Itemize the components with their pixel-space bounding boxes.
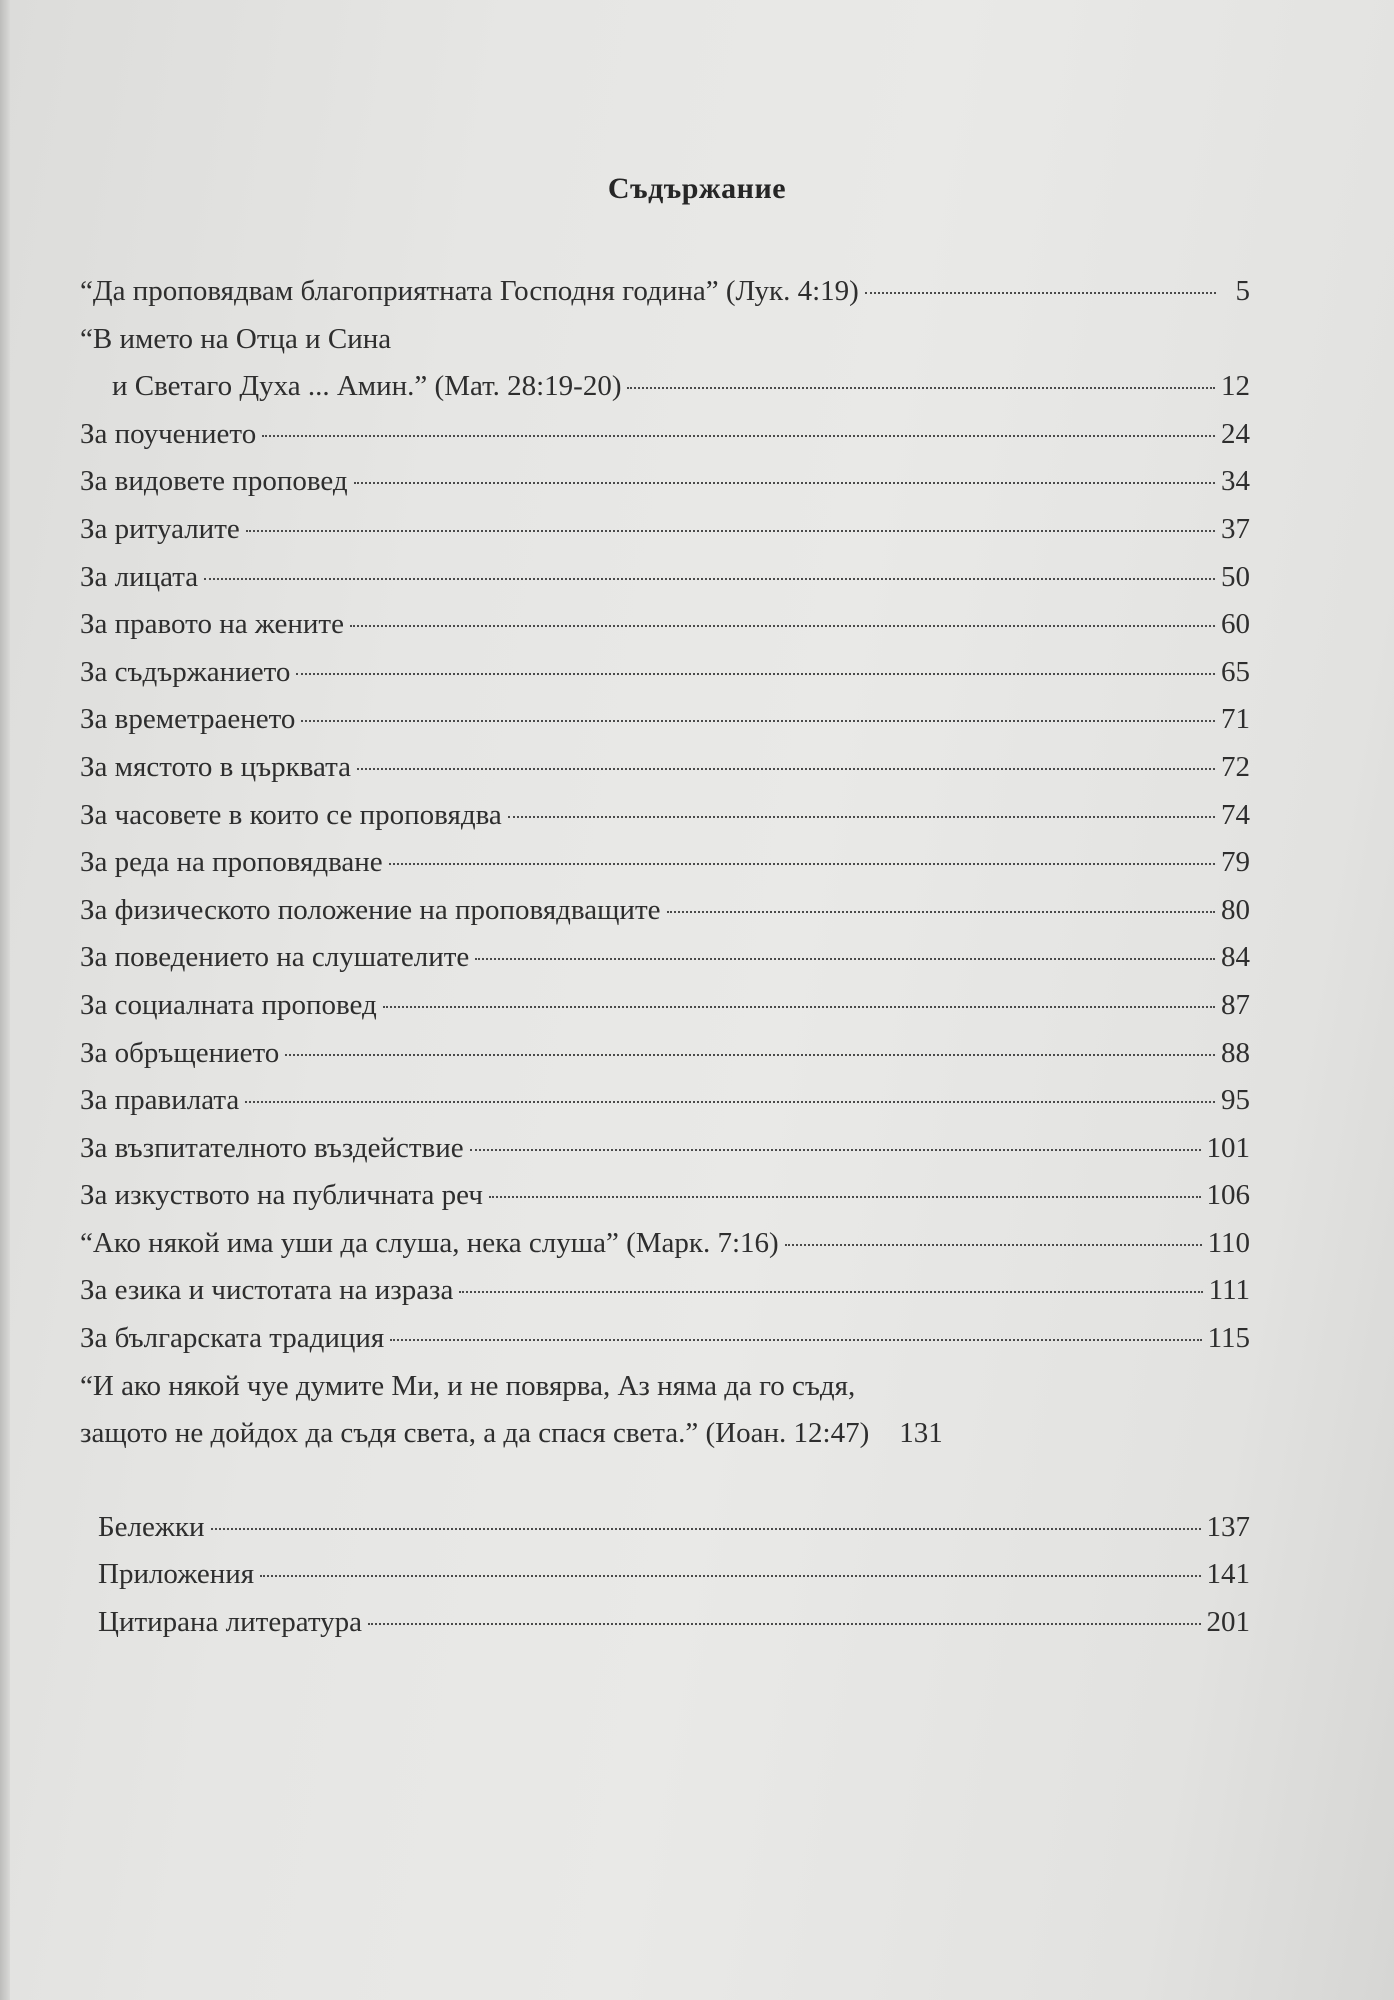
toc-entry-page: 111: [1208, 1274, 1250, 1307]
toc-entry-title: За времетраенето: [80, 703, 296, 736]
section-gap: [80, 1458, 1250, 1504]
toc-entry-page: 12: [1221, 370, 1250, 403]
toc-entry: [80, 934, 1250, 982]
dot-leader: [475, 958, 1215, 960]
toc-entry-title: Бележки: [98, 1510, 205, 1543]
toc-entry: [80, 649, 1250, 697]
toc-entry: [80, 1504, 1250, 1552]
toc-entry-title: За видовете проповед: [80, 465, 348, 498]
toc-entry-page: 72: [1221, 750, 1250, 783]
dot-leader: [389, 863, 1215, 865]
toc-entry: [80, 363, 1250, 411]
toc-entry: [80, 411, 1250, 459]
dot-leader: [489, 1196, 1201, 1198]
toc-entry-title: За ритуалите: [80, 512, 240, 545]
toc-entry-page: 84: [1221, 941, 1250, 974]
toc-entry-title: За българската традиция: [80, 1322, 385, 1355]
toc-entry-title: За правото на жените: [80, 608, 344, 641]
toc-entry-page: 60: [1221, 608, 1250, 641]
dot-leader: [383, 1006, 1215, 1008]
toc-entry: [80, 792, 1250, 840]
toc-entry-title: “Да проповядвам благоприятната Господня година” (Лук. 4:19): [80, 275, 859, 307]
toc-entry-title: Цитирана литература: [98, 1606, 362, 1639]
toc-entry-title: За правилата: [80, 1084, 240, 1117]
toc-entry-title: За физическото положение на проповядващите: [80, 893, 661, 926]
toc-entry-page: 95: [1221, 1084, 1250, 1117]
toc-entry-title: “И ако някой чуе думите Ми, и не повярва, Аз няма да го съдя,: [80, 1369, 856, 1402]
toc-entry-page: 87: [1221, 988, 1250, 1021]
dot-leader: [459, 1291, 1202, 1293]
toc-entry-title: Приложения: [98, 1558, 255, 1591]
toc-entry-title: “Ако някой има уши да слуша, нека слуша” (Марк. 7:16): [80, 1226, 779, 1259]
toc-entry: [80, 316, 1250, 364]
dot-leader: [260, 1575, 1200, 1577]
toc-entry: [80, 1551, 1250, 1599]
toc-entry-page: 201: [1206, 1606, 1250, 1639]
toc-entry: [80, 1315, 1250, 1363]
dot-leader: [470, 1149, 1201, 1151]
toc-entry-title: За обръщението: [80, 1036, 280, 1069]
toc-entry: [80, 1267, 1250, 1315]
toc-entry: [80, 696, 1250, 744]
toc-entry: [80, 1363, 1250, 1411]
dot-leader: [204, 578, 1215, 580]
dot-leader: [262, 435, 1215, 437]
toc-entry: [80, 839, 1250, 887]
dot-leader: [245, 1101, 1215, 1103]
dot-leader: [285, 1054, 1215, 1056]
toc-entry: [80, 1125, 1250, 1173]
dot-leader: [350, 625, 1215, 627]
toc-entry-page: 34: [1221, 465, 1250, 498]
toc-entry-page: 24: [1221, 417, 1250, 450]
dot-leader: [785, 1244, 1202, 1246]
toc-entry-title: За възпитателното въздействие: [80, 1131, 464, 1164]
dot-leader: [368, 1623, 1201, 1625]
dot-leader: [667, 911, 1216, 913]
toc-entry-page: 106: [1206, 1179, 1250, 1212]
toc-entry: [80, 982, 1250, 1030]
dot-leader: [357, 768, 1215, 770]
dot-leader: [390, 1339, 1201, 1341]
dot-leader: [627, 387, 1215, 389]
dot-leader: [865, 292, 1216, 294]
toc-entry: [80, 506, 1250, 554]
toc-entry-page: 115: [1207, 1322, 1250, 1355]
toc-entry-title: За езика и чистотата на израза: [80, 1274, 454, 1307]
toc-entry: [80, 887, 1250, 935]
toc-entry-title: За поведението на слушателите: [80, 941, 470, 974]
toc-entry: [80, 601, 1250, 649]
toc-entry-page: 131: [899, 1417, 943, 1450]
toc-entry-page: 141: [1206, 1558, 1250, 1591]
toc-entry-title: За социалната проповед: [80, 988, 377, 1021]
dot-leader: [211, 1528, 1201, 1530]
dot-leader: [508, 816, 1215, 818]
toc-entry-title: За часовете в които се проповядва: [80, 798, 502, 831]
toc-entry-title: защото не дойдох да съдя света, а да спася света.” (Иоан. 12:47): [80, 1417, 870, 1450]
toc-entry-page: 110: [1207, 1226, 1250, 1259]
toc-entry-page: 71: [1221, 703, 1250, 736]
dot-leader: [301, 720, 1215, 722]
toc-entry: [80, 1410, 1250, 1458]
page-title: Съдържание: [607, 172, 787, 205]
toc-entry-page: 65: [1221, 655, 1250, 688]
toc-entry: [80, 554, 1250, 602]
toc-entry: [80, 1599, 1250, 1647]
toc-entry: [80, 744, 1250, 792]
toc-entry-title: и Светаго Духа ... Амин.” (Мат. 28:19-20): [112, 370, 622, 403]
toc-entry-page: 5: [1235, 275, 1250, 307]
toc-entry-page: 101: [1206, 1131, 1250, 1164]
toc-entry-title: За поучението: [80, 417, 257, 450]
toc-entry-title: За изкуството на публичната реч: [80, 1179, 483, 1212]
page-edge-shadow: [0, 0, 10, 2000]
toc-entry: [80, 1172, 1250, 1220]
toc-entry: [80, 1030, 1250, 1078]
toc-entry-page: 74: [1221, 798, 1250, 831]
toc-entry: [80, 1077, 1250, 1125]
toc-entry-title: За съдържанието: [80, 655, 291, 688]
toc-entry-page: 79: [1221, 846, 1250, 879]
toc-entry-page: 137: [1206, 1510, 1250, 1543]
dot-leader: [296, 673, 1215, 675]
toc-entry: [80, 268, 1250, 316]
toc-entry-title: “В името на Отца и Сина: [80, 322, 392, 355]
toc-entry-page: 37: [1221, 512, 1250, 545]
dot-leader: [354, 482, 1215, 484]
dot-leader: [246, 530, 1215, 532]
toc-entry-title: За лицата: [80, 560, 199, 593]
toc-entry: [80, 1220, 1250, 1268]
toc-entry-page: 80: [1221, 893, 1250, 926]
toc-entry-page: 88: [1221, 1036, 1250, 1069]
toc-entry-page: 50: [1221, 560, 1250, 593]
toc-entry-title: За мястото в църквата: [80, 750, 352, 783]
toc-entry: [80, 458, 1250, 506]
table-of-contents: [80, 268, 1250, 1647]
toc-entry-title: За реда на проповядване: [80, 846, 383, 879]
